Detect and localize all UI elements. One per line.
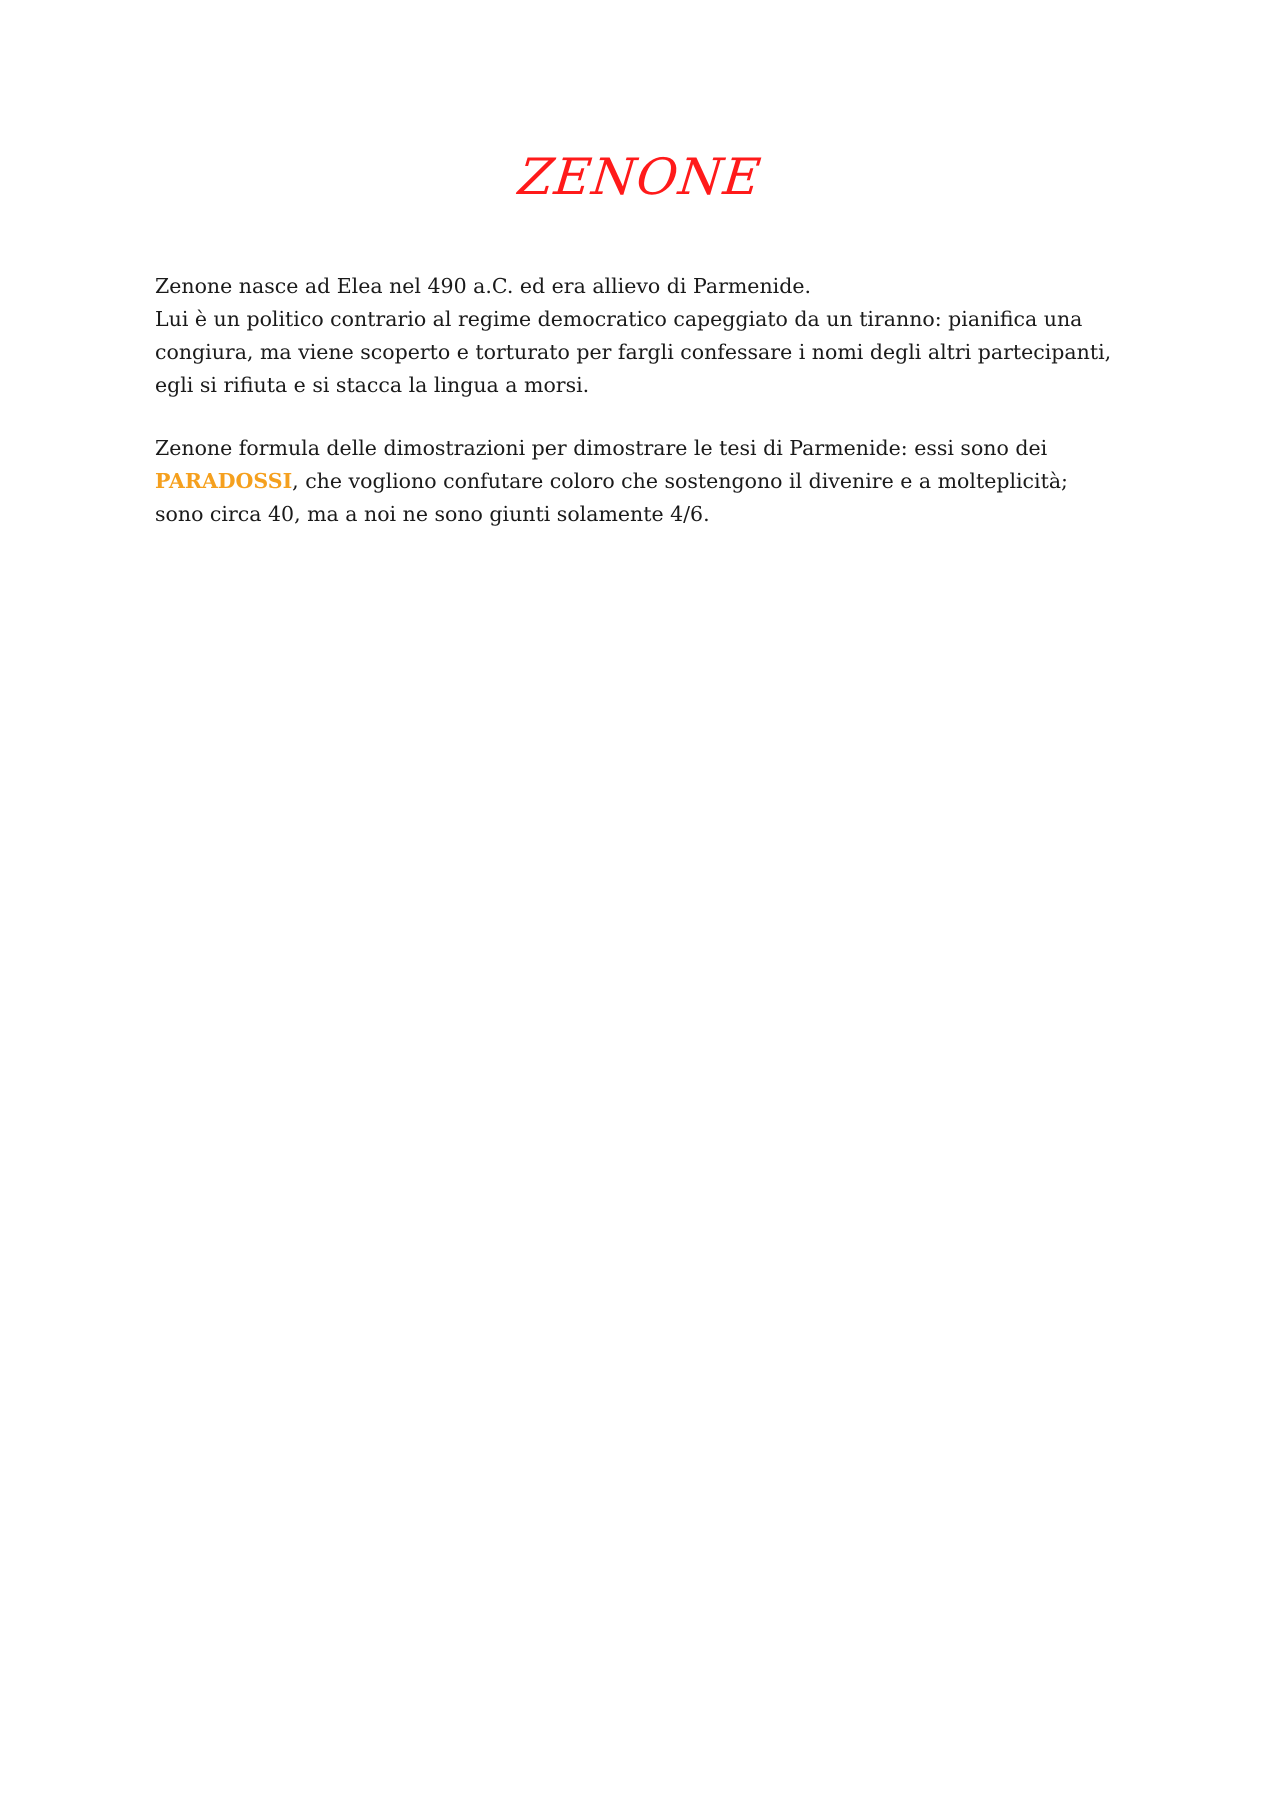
document-title: ZENONE bbox=[515, 148, 765, 206]
text-line: egli si rifiuta e si stacca la lingua a morsi. bbox=[155, 373, 590, 397]
text-line bbox=[155, 465, 1145, 498]
text-line: Lui è un politico contrario al regime democratico capeggiato da un tiranno: pianifica una bbox=[155, 307, 1083, 331]
text-line: Zenone nasce ad Elea nel 490 a.C. ed era allievo di Parmenide. bbox=[155, 274, 811, 298]
text-line: congiura, ma viene scoperto e torturato per fargli confessare i nomi degli altri partecipanti, bbox=[155, 340, 1112, 364]
text-line: sono circa 40, ma a noi ne sono giunti solamente 4/6. bbox=[155, 502, 710, 526]
paragraph-biography bbox=[155, 270, 1145, 402]
text-line: Zenone formula delle dimostrazioni per dimostrare le tesi di Parmenide: essi sono dei bbox=[155, 436, 1048, 460]
highlight-paradossi: PARADOSSI bbox=[155, 469, 293, 493]
text-fragment: , che vogliono confutare coloro che sostengono il divenire e a molteplicità; bbox=[292, 469, 1068, 493]
paragraph-paradoxes bbox=[155, 432, 1145, 531]
